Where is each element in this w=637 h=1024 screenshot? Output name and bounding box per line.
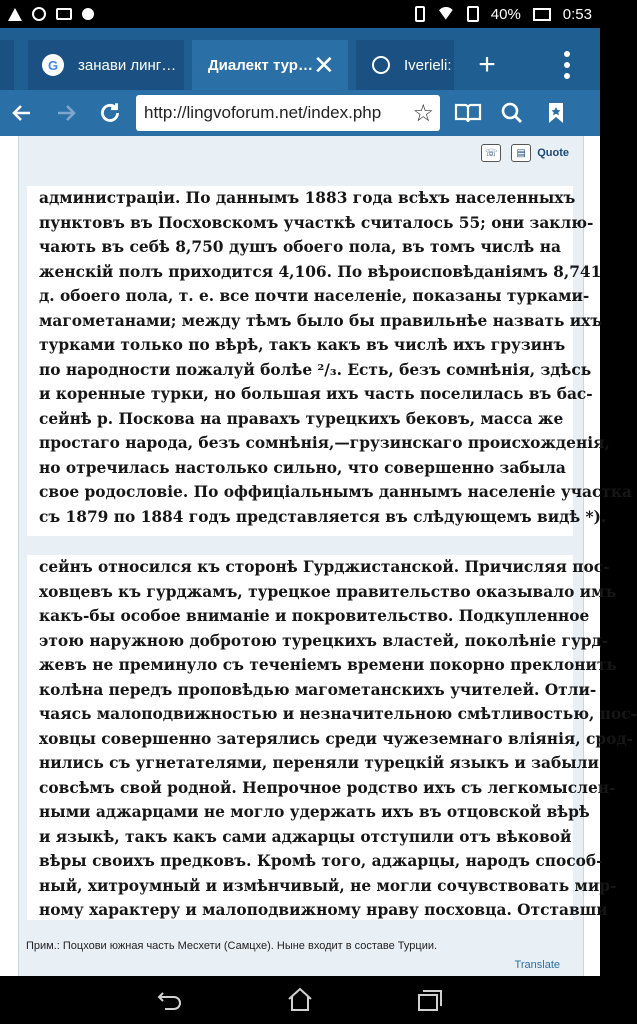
scan-line: нились съ угнетателями, переняли турецкiй языкъ и забыли: [39, 754, 599, 772]
warning-icon: [8, 8, 22, 21]
tab-overflow[interactable]: [0, 40, 14, 90]
reader-mode-button[interactable]: [446, 91, 490, 135]
book-icon: [454, 102, 482, 124]
nav-back-icon: [157, 989, 183, 1011]
google-icon: G: [42, 54, 64, 76]
scan-line: вѣры своихъ предковъ. Кромѣ того, аджарцы, народъ способ-: [39, 852, 603, 870]
post-note: Прим.: Поцхови южная часть Месхети (Самцхе). Ныне входит в составе Турции.: [26, 940, 438, 952]
scan-line: чають въ себѣ 8,750 душъ обоего пола, въ томъ числѣ на: [39, 238, 561, 256]
tab-title: Iverieli:: [404, 56, 452, 74]
scan-line: ными аджарцами не могло удержать ихъ въ отцовской вѣрѣ: [39, 803, 590, 821]
scan-line: ховцевъ къ гурджамъ, турецкое правительство оказывало имъ: [39, 582, 617, 601]
clock: 0:53: [562, 5, 592, 23]
scan-line: этою наружною добротою турецкихъ властей, поколѣнiе гурд-: [39, 631, 609, 650]
scan-line: ный, хитроумный и измѣнчивый, не могли сочувствовать мир-: [39, 876, 617, 895]
scan-line: и языкѣ, такъ какъ сами аджарцы отступили отъ вѣковой: [39, 827, 572, 846]
globe-icon: [372, 56, 390, 74]
bookmark-icon: [546, 101, 566, 125]
tab-active[interactable]: [192, 40, 348, 90]
home-icon: [286, 987, 314, 1013]
scan-line: свое родословiе. По оффицiальнымъ даннымъ населенiе участка: [39, 483, 632, 501]
scan-line: сейнъ относился къ сторонѣ Гурджистанской. Причисляя пос-: [39, 558, 610, 576]
quote-label: Quote: [537, 147, 569, 159]
nav-bar: [0, 976, 600, 1024]
url-field[interactable]: [136, 95, 440, 131]
status-bar: [0, 0, 600, 28]
bookmark-star-icon[interactable]: ☆: [412, 99, 434, 127]
reload-button[interactable]: [88, 91, 132, 135]
post-actions: [481, 144, 569, 162]
scan-line: ному характеру и малоподвижному нраву посховца. Отставши: [39, 901, 608, 919]
vibrate-icon: [415, 6, 425, 22]
url-text: http://lingvoforum.net/index.php: [144, 103, 382, 122]
close-tab-icon[interactable]: ✕: [312, 49, 335, 80]
back-nav-button[interactable]: [150, 980, 190, 1020]
recents-nav-button[interactable]: [410, 980, 450, 1020]
scan-line: жевъ не преминуло съ теченiемъ времени покорно преклонить: [39, 656, 617, 674]
scan-line: женскiй полъ приходится 4,106. По вѣроисповѣданiямъ 8,741: [39, 262, 602, 281]
battery-percent: 40%: [490, 5, 521, 23]
scan-line: но отречилась настолько сильно, что совершенно забыла: [39, 458, 566, 477]
scan-line: чаясь малоподвижностью и незначительною смѣтливостью, пос-: [39, 705, 637, 723]
scan-line: магометанами; между тѣмъ было бы правильнѣе назвать ихъ: [39, 311, 603, 330]
scan-line: д. обоего пола, т. е. все почти населенiе, показаны турками-: [39, 287, 590, 305]
quote-icon: ▤: [511, 144, 531, 162]
tab-iverieli[interactable]: [356, 40, 454, 90]
tab-google[interactable]: [28, 40, 184, 90]
scan-line: и коренные турки, но большая ихъ часть поселилась въ бас-: [39, 385, 593, 403]
recents-icon: [417, 988, 443, 1012]
bookmarks-button[interactable]: [534, 91, 578, 135]
scan-line: ховцы совершенно затерялись среди чужеземнаго влiянiя, срод-: [39, 729, 634, 748]
new-tab-button[interactable]: +: [478, 48, 496, 81]
report-icon[interactable]: ☏: [481, 144, 501, 162]
forward-button[interactable]: [44, 91, 88, 135]
scan-line: пунктовъ въ Посховскомъ участкѣ считалось 55; они заклю-: [39, 213, 594, 232]
scanned-text-image-1: [27, 186, 632, 536]
translate-link[interactable]: Translate: [514, 959, 560, 971]
forward-arrow-icon: [54, 101, 78, 125]
tab-bar: [0, 28, 600, 90]
quote-button[interactable]: [511, 144, 569, 162]
menu-icon[interactable]: [552, 40, 582, 90]
chat-icon: [82, 8, 94, 20]
search-button[interactable]: [490, 91, 534, 135]
scan-line: колѣна передъ проповѣдью магометанскихъ учителей. Отли-: [39, 680, 597, 699]
scan-line: турками только по вѣрѣ, такъ какъ въ числѣ ихъ грузинъ: [39, 336, 566, 354]
scan-line: съ 1879 по 1884 годъ представляется въ слѣдующемъ видѣ *).: [39, 507, 607, 526]
back-arrow-icon: [10, 101, 34, 125]
mail-icon: [56, 8, 72, 20]
battery-icon: [533, 8, 551, 21]
tab-title: Диалект тур…: [208, 56, 313, 74]
scan-line: по народности пожалуй болѣе ²/₃. Есть, безъ сомнѣнiя, здѣсь: [39, 360, 592, 379]
toolbar: [0, 90, 600, 136]
tab-title: занави линг…: [78, 56, 177, 74]
scanned-text-image-2: [27, 555, 637, 920]
search-icon: [500, 101, 524, 125]
scan-line: администрацiи. По даннымъ 1883 года всѣхъ населенныхъ: [39, 189, 576, 207]
sim-icon: [467, 6, 479, 22]
scan-line: сейнѣ р. Поскова на правахъ турецкихъ бековъ, масса же: [39, 409, 564, 428]
scan-line: простаго народа, безъ сомнѣнiя,—грузинскаго происхожденiя,: [39, 434, 610, 452]
wifi-icon: [437, 7, 455, 21]
home-nav-button[interactable]: [280, 980, 320, 1020]
reload-icon: [97, 100, 123, 126]
back-button[interactable]: [0, 91, 44, 135]
scan-line: совсѣмъ свой родной. Непрочное родство ихъ съ легкомыслен-: [39, 778, 616, 797]
sync-icon: [32, 7, 46, 21]
scan-line: какъ-бы особое вниманiе и покровительство. Подкупленное: [39, 607, 590, 625]
